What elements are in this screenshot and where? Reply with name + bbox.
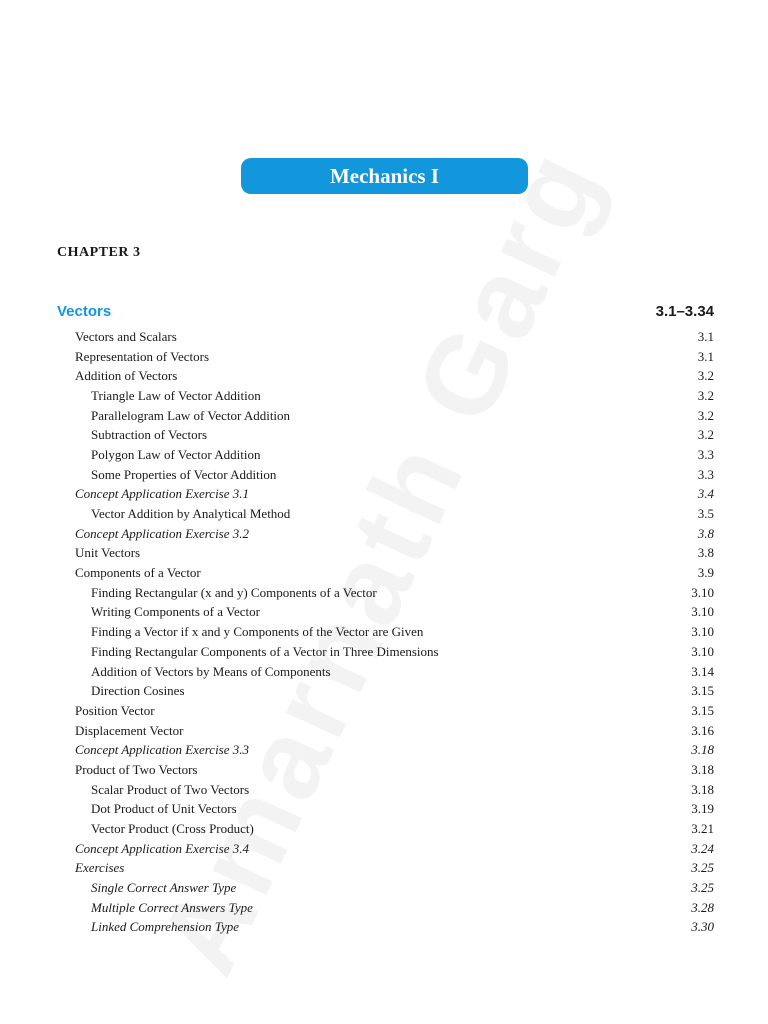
toc-entry-title: Concept Application Exercise 3.1: [75, 486, 250, 502]
toc-entry-page: 3.14: [691, 663, 714, 679]
toc-entry[interactable]: [0, 859, 768, 879]
toc-entry-title: Vectors and Scalars: [75, 328, 177, 344]
toc-entry[interactable]: [0, 386, 768, 406]
toc-entry[interactable]: [0, 662, 768, 682]
toc-entry[interactable]: [0, 524, 768, 544]
toc-entry-page: 3.10: [691, 624, 714, 640]
toc-entry[interactable]: [0, 701, 768, 721]
toc-entry[interactable]: [0, 563, 768, 583]
toc-entry-page: 3.1: [697, 328, 714, 344]
toc-entry-page: 3.18: [691, 781, 714, 797]
toc-entry[interactable]: [0, 918, 768, 938]
toc-entry[interactable]: [0, 544, 768, 564]
toc-entry-page: 3.18: [691, 742, 714, 758]
toc-entry[interactable]: [0, 839, 768, 859]
toc-entry[interactable]: [0, 504, 768, 524]
toc-entry-title: Dot Product of Unit Vectors: [91, 801, 237, 817]
toc-entry-page: 3.30: [691, 919, 714, 935]
toc-entry-title: Position Vector: [75, 702, 155, 718]
toc-entry-page: 3.9: [697, 565, 714, 581]
toc-entry[interactable]: [0, 681, 768, 701]
toc-entry-page: 3.10: [691, 643, 714, 659]
toc-entry[interactable]: [0, 583, 768, 603]
toc-entry-title: Multiple Correct Answers Type: [91, 899, 253, 915]
toc-entry[interactable]: [0, 780, 768, 800]
toc-entry[interactable]: [0, 721, 768, 741]
chapter-label: CHAPTER 3: [57, 245, 141, 260]
toc-entry[interactable]: [0, 465, 768, 485]
toc-entry-page: 3.2: [697, 427, 714, 443]
toc-entry-title: Subtraction of Vectors: [91, 427, 208, 443]
toc-entry-page: 3.15: [691, 683, 714, 699]
toc-entry-title: Some Properties of Vector Addition: [91, 466, 277, 482]
part-title: Mechanics I: [329, 163, 440, 188]
toc-entry-title: Finding Rectangular (x and y) Components of a Vector: [91, 584, 377, 600]
table-of-contents: [0, 327, 768, 937]
toc-entry-page: 3.2: [697, 387, 714, 403]
toc-entry-title: Single Correct Answer Type: [91, 880, 237, 896]
toc-entry-title: Writing Components of a Vector: [91, 604, 260, 620]
toc-entry-page: 3.24: [691, 840, 714, 856]
part-banner: [241, 158, 528, 194]
toc-entry-page: 3.2: [697, 407, 714, 423]
toc-entry[interactable]: [0, 760, 768, 780]
toc-entry-title: Unit Vectors: [75, 545, 141, 561]
toc-entry-page: 3.19: [691, 801, 714, 817]
toc-entry-page: 3.25: [691, 860, 714, 876]
toc-entry[interactable]: [0, 642, 768, 662]
toc-entry-title: Representation of Vectors: [75, 348, 210, 364]
toc-entry-page: 3.2: [697, 368, 714, 384]
toc-entry-title: Scalar Product of Two Vectors: [91, 781, 250, 797]
toc-entry[interactable]: [0, 800, 768, 820]
toc-entry-title: Direction Cosines: [91, 683, 185, 699]
toc-entry-page: 3.1: [697, 348, 714, 364]
toc-entry-page: 3.8: [697, 525, 714, 541]
chapter-page-range: 3.1–3.34: [655, 303, 714, 320]
toc-entry[interactable]: [0, 327, 768, 347]
toc-entry[interactable]: [0, 603, 768, 623]
toc-entry[interactable]: [0, 347, 768, 367]
toc-entry-title: Vector Addition by Analytical Method: [91, 506, 291, 522]
chapter-heading[interactable]: [57, 303, 714, 320]
toc-entry[interactable]: [0, 878, 768, 898]
toc-entry-page: 3.8: [697, 545, 714, 561]
toc-entry-page: 3.10: [691, 604, 714, 620]
toc-entry-page: 3.3: [697, 466, 714, 482]
toc-entry-title: Triangle Law of Vector Addition: [91, 387, 261, 403]
toc-entry[interactable]: [0, 740, 768, 760]
toc-entry-title: Concept Application Exercise 3.3: [75, 742, 250, 758]
toc-entry-title: Product of Two Vectors: [75, 761, 198, 777]
toc-entry-title: Addition of Vectors: [75, 368, 178, 384]
toc-entry[interactable]: [0, 819, 768, 839]
toc-entry-page: 3.4: [697, 486, 714, 502]
chapter-title: Vectors: [57, 303, 112, 320]
toc-entry-title: Concept Application Exercise 3.2: [75, 525, 250, 541]
toc-entry[interactable]: [0, 366, 768, 386]
toc-entry[interactable]: [0, 622, 768, 642]
toc-entry[interactable]: [0, 425, 768, 445]
toc-entry-page: 3.5: [697, 506, 714, 522]
toc-entry-title: Vector Product (Cross Product): [91, 821, 254, 837]
toc-entry-page: 3.10: [691, 584, 714, 600]
toc-entry[interactable]: [0, 445, 768, 465]
toc-entry[interactable]: [0, 485, 768, 505]
toc-entry-page: 3.18: [691, 761, 714, 777]
toc-entry-page: 3.25: [691, 880, 714, 896]
toc-entry-title: Displacement Vector: [75, 722, 184, 738]
toc-entry-page: 3.16: [691, 722, 714, 738]
toc-entry-title: Finding Rectangular Components of a Vector in Three Dimensions: [91, 643, 439, 659]
toc-entry-page: 3.15: [691, 702, 714, 718]
toc-entry-title: Exercises: [75, 860, 125, 876]
toc-entry-title: Parallelogram Law of Vector Addition: [91, 407, 291, 423]
toc-entry-page: 3.3: [697, 446, 714, 462]
toc-entry-title: Linked Comprehension Type: [91, 919, 240, 935]
toc-entry-page: 3.28: [691, 899, 714, 915]
toc-entry-title: Polygon Law of Vector Addition: [91, 446, 261, 462]
toc-entry[interactable]: [0, 898, 768, 918]
toc-entry-title: Finding a Vector if x and y Components of the Vector are Given: [91, 624, 424, 640]
toc-entry-page: 3.21: [691, 821, 714, 837]
toc-entry-title: Concept Application Exercise 3.4: [75, 840, 250, 856]
toc-entry-title: Components of a Vector: [75, 565, 201, 581]
toc-entry[interactable]: [0, 406, 768, 426]
toc-entry-title: Addition of Vectors by Means of Components: [91, 663, 331, 679]
